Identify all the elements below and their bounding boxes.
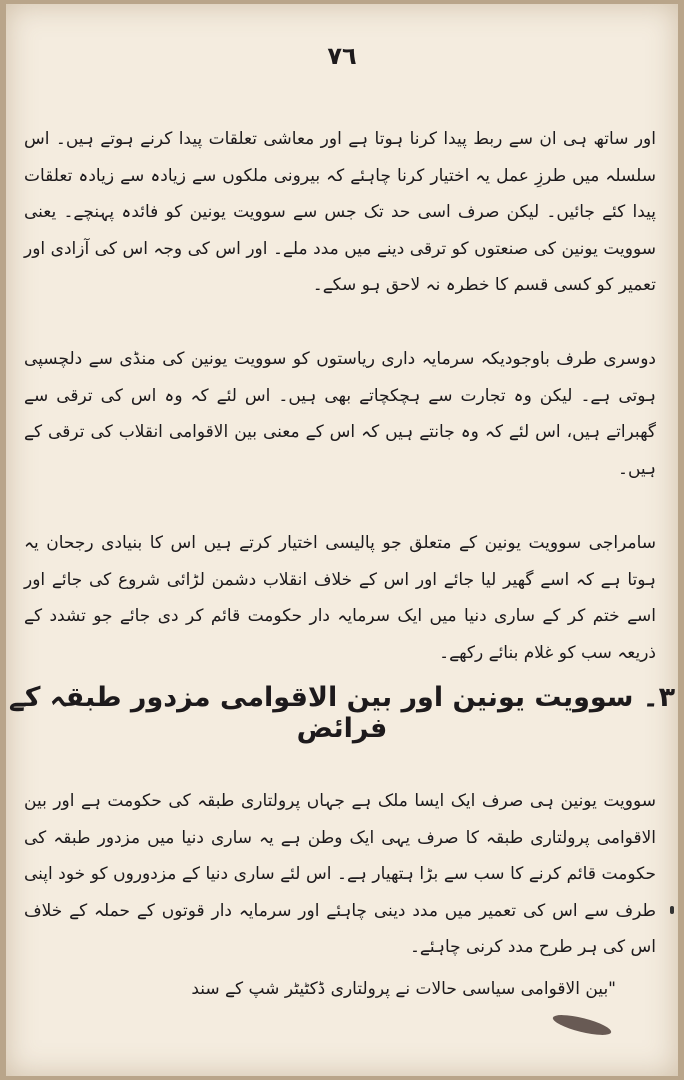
ink-mark [670,906,674,914]
paragraph-3: سامراجی سوویت یونین کے متعلق جو پالیسی اختیار کرتے ہیں اس کا بنیادی رجحان یہ ہوتا ہے کہ اسے گھیر لیا جائے اور اس کے خلاف انقلاب دشمن لڑائی شروع کی جائے اور اسے ختم کر کے ساری دنیا میں ایک سرمایہ دار حکومت قائم کر دی جائے جو تشدد کے ذریعہ سب کو غلام بنائے رکھے۔ [24,533,656,663]
quote-line: "بین الاقوامی سیاسی حالات نے پرولتاری ڈکٹیٹر شپ کے سند [191,979,616,999]
book-page [6,4,678,1076]
paragraph-1: اور ساتھ ہی ان سے ربط پیدا کرنا ہوتا ہے اور معاشی تعلقات پیدا کرنے ہوتے ہیں۔ اس سلسلہ میں طرزِ عمل یہ اختیار کرنا چاہئے کہ بیرونی ملکوں سے زیادہ سے زیادہ تعلقات پیدا کئے جائیں۔ لیکن صرف اسی حد تک جس سے سوویت یونین کو فائدہ پہنچے۔ یعنی سوویت یونین کی صنعتوں کو ترقی دینے میں مدد ملے۔ اور اس کی وجہ اس کی آزادی اور تعمیر کو کسی قسم کا خطرہ نہ لاحق ہو سکے۔ [24,129,656,295]
paragraph-2: دوسری طرف باوجودیکہ سرمایہ داری ریاستوں کو سوویت یونین کی منڈی سے دلچسپی ہوتی ہے۔ لیکن وہ تجارت سے ہچکچاتے بھی ہیں۔ اس لئے کہ وہ اس کی ترقی سے گھبراتے ہیں، اس لئے کہ وہ جانتے ہیں کہ اس کے معنی بین الاقوامی انقلاب کی ترقی کے ہیں۔ [24,349,656,479]
page-number: ٧٦ [327,42,357,70]
paragraph-4: سوویت یونین ہی صرف ایک ایسا ملک ہے جہاں پرولتاری طبقہ کی حکومت ہے اور بین الاقوامی پرولتاری طبقہ کا صرف یہی ایک وطن ہے یہ ساری دنیا میں مزدور طبقہ کی حکومت قائم کرنے کا سب سے بڑا ہتھیار ہے۔ اس لئے ساری دنیا کے مزدوروں کو خود اپنی طرف سے اس کی تعمیر میں مدد دینی چاہئے اور سرمایہ دار قوتوں کے حملہ کے خلاف اس کی ہر طرح مدد کرنی چاہئے۔ [24,791,656,957]
ink-stain [551,1011,613,1039]
section-heading: ۳۔ سوویت یونین اور بین الاقوامی مزدور طبقہ کے فرائض [8,682,676,744]
